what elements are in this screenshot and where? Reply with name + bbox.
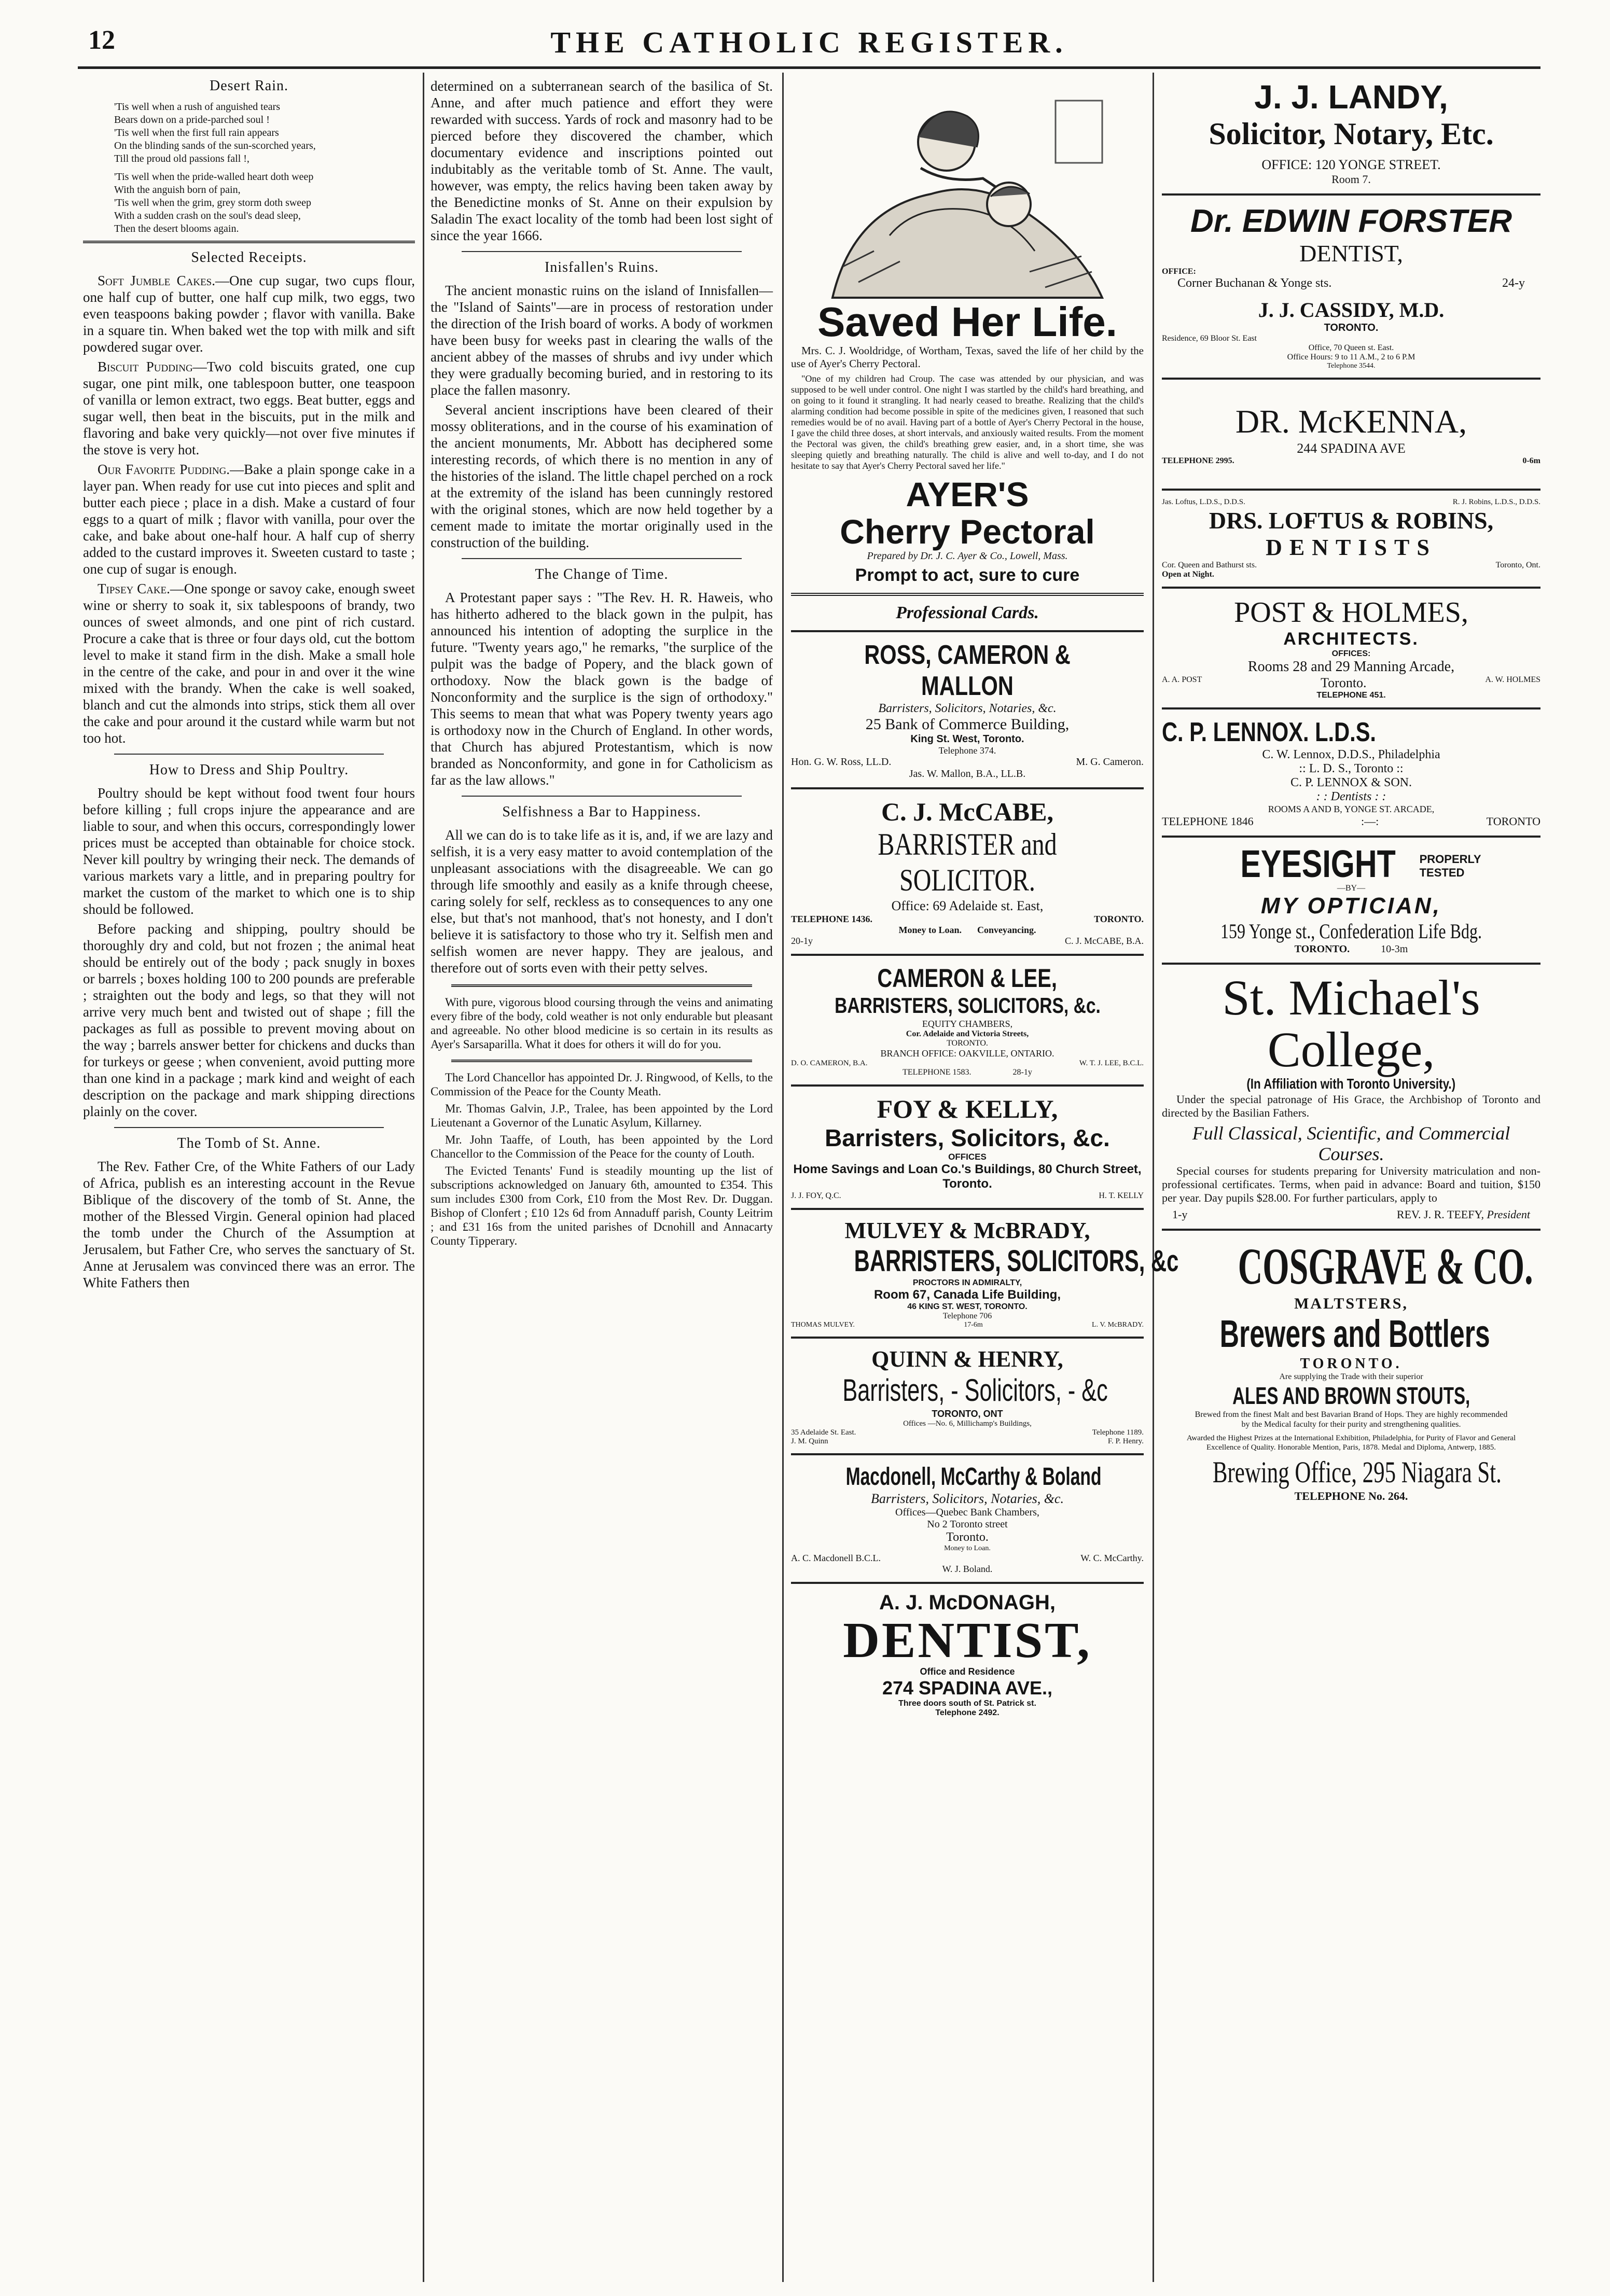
ad-cosgrave: COSGRAVE & CO. MALTSTERS, Brewers and Bottlers TORONTO. Are supplying the Trade with their superior ALES AND BROWN STOUTS, Brewed from the finest Malt and best Bavarian Brand of Hops. They are highly recommended by the Medical faculty for their purity and strengthening qualities. Awarded the Highest Prizes at the International Exhibition, Philadelphia, for Purity of Flavor and General Excellence of Quality. Honorable Mention, Paris, 1878. Medal and Diploma, Antwerp, 1885. Brewing Office, 295 Niagara St. TELEPHONE No. 264. [1186,1237,1533,1502]
ayer-testimonial: "One of my children had Croup. The case was attended by our physician, and was supposed to be well under control. One night I was startled by the child's hard breathing, and on going to it found it strangling. It had nearly ceased to breathe. Realizing that the child's alarming condition had become possible in spite of the medicines given, I reasoned that such remedies would be of no avail. Having part of a bottle of Ayer's Cherry Pectoral in the house, I gave the child three doses, at short intervals, and anxiously waited results. From the moment the Pectoral was given, the child's breathing grew easier, and, in a short time, she was sleeping quietly and breathing naturally. The child is alive and well to-day, and I do not hesitate to say that Ayer's Cherry Pectoral saved her life." [791,373,1144,471]
ad-macdonell: Macdonell, McCarthy & Boland Barristers, Solicitors, Notaries, &c. Offices—Quebec Bank Chambers, No 2 Toronto street Toronto. Money to Loan. A. C. Macdonell B.C.L. W. C. McCarthy. W. J. Boland. [791,1463,1144,1574]
article-paragraph: A Protestant paper says : "The Rev. H. R. Haweis, who has hitherto adhered to the black gown in the pulpit, has announced his intention of adopting the surplice in the future. "Twenty years ago," he remarks, "the surplice of the pulpit was the badge of Popery, and the black gown of orthodoxy. Now the black gown is the badge of Nonconformity and the surplice is the sign of orthodoxy." This seems to mean that what was Popery twenty years ago is orthodoxy now in the Church of England. In other words, that Church has abjured Protestantism, which is now branded as Nonconformity, and gone in for Catholicism as far as the law allows." [431,590,773,788]
section-rule [451,1060,752,1062]
article-paragraph: Poultry should be kept without food twent four hours before killing ; full crops injure the appearance and are liable to sour, and when this occurs, correspondingly lower prices must be accepted than obtainable for choice stock. Never kill poultry by wringing their neck. The demands of various markets vary a little, and in preparing poultry for market the custom of the market to which one is to ship should be followed. [83,785,415,917]
column-divider [1153,73,1154,2282]
ad-rule [791,593,1144,596]
ad-loftus-robins: Jas. Loftus, L.D.S., D.D.S. R. J. Robins, L.D.S., D.D.S. DRS. LOFTUS & ROBINS, DENTISTS Cor. Queen and Bathurst sts. Toronto, Ont. Open at Night. [1162,498,1540,579]
ad-rule [791,1453,1144,1455]
ayer-brand: AYER'S [906,475,1029,513]
section-rule [114,754,384,755]
ayer-tagline: Prompt to act, sure to cure [855,565,1080,585]
ad-foy-kelly: FOY & KELLY, Barristers, Solicitors, &c. OFFICES Home Savings and Loan Co.'s Buildings, 80 Church Street, Toronto. J. J. FOY, Q.C. H. T. KELLY [791,1094,1144,1200]
ad-rule [791,1208,1144,1210]
ad-mcdonagh: A. J. McDONAGH, DENTIST, Office and Residence 274 SPADINA AVE., Three doors south of St. Patrick st. Telephone 2492. [843,1591,1092,1717]
ad-rule [1162,378,1540,380]
article-paragraph: determined on a subterranean search of the basilica of St. Anne, and after much patience and effort they were rewarded with success. Yards of rock and masonry had to be pierced before they discovered the chamber, which documentary evidence and inscriptions pointed out indubitably as the veritable tomb of St. Anne. The vault, however, was empty, the relics having been taken away by the Benedictine monks of St. Anne on their expulsion by Saladin The exact locality of the tomb had been lost sight of since the year 1666. [431,78,773,243]
section-rule [462,251,742,252]
ad-landy: J. J. LANDY, Solicitor, Notary, Etc. OFFICE: 120 YONGE STREET. Room 7. [1209,78,1494,186]
section-title: Inisfallen's Ruins. [544,259,659,275]
ad-rule [1162,489,1540,491]
ad-rule [791,1084,1144,1087]
ad-lennox: C. P. LENNOX. L.D.S. C. W. Lennox, D.D.S., Philadelphia :: L. D. S., Toronto :: C. P. LENNOX & SON. : : Dentists : : ROOMS A AND B, YONGE ST. ARCADE, TELEPHONE 1846 :—: TORONTO [1162,717,1540,828]
poem-title: Desert Rain. [210,78,288,94]
news-item: Mr. Thomas Galvin, J.P., Tralee, has been appointed by the Lord Lieutenant a Governor of the Lunatic Asylum, Killarney. [431,1102,773,1129]
ayer-text: Mrs. C. J. Wooldridge, of Wortham, Texas, saved the life of her child by the use of Ayer's Cherry Pectoral. [791,344,1144,370]
ad-mckenna: DR. McKENNA, 244 SPADINA AVE TELEPHONE 2995. 0-6m [1162,403,1540,465]
section-title: How to Dress and Ship Poultry. [149,762,349,778]
ad-rule [1162,963,1540,965]
mother-and-child-illustration [812,80,1123,298]
poem-line: Then the desert blooms again. [114,223,239,234]
column-3 [791,78,1179,2277]
page-number: 12 [88,25,115,55]
recipe: Tipsey Cake.—One sponge or savoy cake, enough sweet wine or sherry to soak it, six tablespoons of brandy, two ounces of sweet almonds, and one pint of rich custard. Procure a cake that is three or four days old, cut the bottom level to make it stand firm in the dish. Make a small hole in the centre of the cake, and pour in and over it the wine mixed with the brandy. When the cake is well soaked, blanch and cut the almonds into strips, stick them all over the cake and pour around it the custard while warm but not too hot. [83,581,415,746]
ad-st-michaels-college: St. Michael's College, (In Affiliation with Toronto University.) Under the special patronage of His Grace, the Archbishop of Toronto and directed by the Basilian Fathers. Full Classical, Scientific, and Commercial Courses. Special courses for students preparing for University matriculation and non-professional certificates. Terms, when paid in advance: Board and tuition, $150 per year. Day pupils $28.00. For further particulars, apply to 1-y REV. J. R. TEEFY, President [1162,970,1540,1221]
ad-rule [1162,707,1540,709]
news-item: Mr. John Taaffe, of Louth, has been appointed by the Lord Chancellor to the Commission of the Peace for the county of Louth. [431,1133,773,1160]
column-divider [782,73,784,2282]
section-rule [451,984,752,987]
column-1 [83,78,415,2277]
section-title: The Change of Time. [535,566,669,582]
ad-rule [1162,193,1540,196]
ad-rule [791,630,1144,632]
column-2 [431,78,773,2277]
section-rule [114,1127,384,1128]
ad-rule [791,1582,1144,1584]
ad-mccabe: C. J. McCABE, BARRISTER and SOLICITOR. Office: 69 Adelaide st. East, TELEPHONE 1436. TORONTO. Money to Loan. Conveyancing. 20-1y C. J. McCABE, B.A. [791,797,1144,946]
ayer-headline: Saved Her Life. [817,299,1117,345]
ad-forster: Dr. EDWIN FORSTER DENTIST, OFFICE: Corner Buchanan & Yonge sts. 24-y [1162,203,1525,290]
ad-rule [1162,836,1540,838]
ad-quinn-henry: QUINN & HENRY, Barristers, - Solicitors, - &c TORONTO, ONT Offices —No. 6, Millichamp's Buildings, 35 Adelaide St. East. Telephone 1189. J. M. Quinn F. P. Henry. [791,1346,1144,1445]
poem-line: Till the proud old passions fall !, [114,153,249,164]
poem [83,101,415,235]
ayer-prepared: Prepared by Dr. J. C. Ayer & Co., Lowell, Mass. [867,550,1068,562]
ayer-product: Cherry Pectoral [840,512,1095,551]
ad-rule [791,787,1144,789]
ad-optician: EYESIGHT PROPERLY TESTED —BY— MY OPTICIAN, 159 Yonge st., Confederation Life Bdg. TORONTO. 10-3m [1220,842,1482,955]
article-paragraph: Several ancient inscriptions have been cleared of their mossy obliterations, and in the course of his examination of the ancient monuments, Mr. Abbott has deciphered some interesting records, of which there is no mention in any of the histories of the island. The little chapel perched on a rock at the extremity of the island has been cunningly restored with the original stones, which are now held together by a cement made to imitate the mortar originally used in the construction of the building. [431,402,773,550]
poem-line: 'Tis well when the grim, grey storm doth sweep [114,197,312,208]
poem-line: With the anguish born of pain, [114,184,241,196]
section-rule [462,558,742,559]
ad-cassidy: J. J. CASSIDY, M.D. TORONTO. Residence, 69 Bloor St. East Office, 70 Queen st. East. Office Hours: 9 to 11 A.M., 2 to 6 P.M Telephone 3544. [1162,298,1445,370]
recipe: Our Favorite Pudding.—Bake a plain sponge cake in a layer pan. When ready for use cut into pieces and split and butter each piece ; place in a dish. Make a custard of four eggs to a quart of milk ; flavor with vanilla, pour over the cake, and bake about one-half hour. A half cup of sherry added to the custard improves it. Sweeten custard to taste ; one cup of sugar is enough. [83,462,415,577]
ad-mulvey-mcbrady: MULVEY & McBRADY, BARRISTERS, SOLICITORS, &c PROCTORS IN ADMIRALTY, Room 67, Canada Life Building, 46 KING ST. WEST, TORONTO. Telephone 706 THOMAS MULVEY. 17-6m L. V. McBRADY. [791,1218,1179,1329]
ad-rule [1162,587,1540,589]
ad-post-holmes: POST & HOLMES, ARCHITECTS. OFFICES: Rooms 28 and 29 Manning Arcade, A. A. POST Toronto. A. W. HOLMES TELEPHONE 451. [1162,596,1540,700]
article-paragraph: All we can do is to take life as it is, and, if we are lazy and selfish, it is a very easy matter to avoid contemplation of the unpleasant associations with the disagreeable. We can go through life smoothly and easily as a knife through cheese, caring solely for self, reckless as to consequences to any one else, but that's not manhood, that's not honesty, and I don't believe it is satisfactory to those who try it. Selfish men and selfish women are never happy. They are jealous, and therefore out of sorts even with their petty selves. [431,827,773,976]
column-4 [1162,78,1540,2277]
news-item: The Lord Chancellor has appointed Dr. J. Ringwood, of Kells, to the Commission of the Peace for the County Meath. [431,1071,773,1098]
page-title: THE CATHOLIC REGISTER. [550,25,1068,59]
ad-rule [1162,1229,1540,1231]
column-divider [423,73,424,2282]
ad-rule [791,1337,1144,1339]
ad-cameron-lee: CAMERON & LEE, BARRISTERS, SOLICITORS, &c. EQUITY CHAMBERS, Cor. Adelaide and Victoria Streets, TORONTO. BRANCH OFFICE: OAKVILLE, ONTARIO. D. O. CAMERON, B.A. W. T. J. LEE, B.C.L. TELEPHONE 1583. 28-1y [791,964,1144,1077]
ad-ross-cameron-mallon: ROSS, CAMERON & MALLON Barristers, Solicitors, Notaries, &c. 25 Bank of Commerce Building, King St. West, Toronto. Telephone 374. Hon. G. W. Ross, LL.D. M. G. Cameron. Jas. W. Mallon, B.A., LL.B. [791,640,1144,780]
section-title: Selfishness a Bar to Happiness. [502,804,701,820]
news-item: The Evicted Tenants' Fund is steadily mounting up the list of subscriptions acknowledged on January 6th, amounted to £354. This sum includes £300 from Cork, £10 from the Most Rev. Dr. Duggan. Bishop of Clonfert ; £10 12s 6d from Annaduff parish, County Leitrim ; and £31 16s from the united parishes of Dcnohill and Annacarty County Tipperary. [431,1164,773,1247]
article-paragraph: The ancient monastic ruins on the island of Innisfallen—the "Island of Saints"—are in process of restoration under the direction of the Irish board of works. A body of workmen have been busy for weeks past in clearing the walls of the ancient abbey of the masses of shrubs and ivy under which they were gradually becoming buried, and in restoring to its place the fallen masonry. [431,283,773,398]
poem-line: 'Tis well when the first full rain appears [114,127,279,138]
section-rule [83,241,415,243]
article-paragraph: With pure, vigorous blood coursing through the veins and animating every fibre of the body, cold weather is not only endurable but pleasant and agreeable. No other blood medicine is so certain in its results as Ayer's Sarsaparilla. What it does for others it will do for you. [431,996,773,1051]
article-paragraph: The Rev. Father Cre, of the White Fathers of our Lady of Africa, publish es an interesting account in the Revue Biblique of the discovery of the tomb of St. Anne, the mother of the Blessed Virgin. General opinion had placed the tomb under the Church of the Assumption at Jerusalem, but Father Cre, who serves the sanctuary of St. Anne at Jerusalem was convinced there was an error. The White Fathers then [83,1159,415,1290]
poem-line: 'Tis well when the pride-walled heart doth weep [114,171,314,183]
poem-line: 'Tis well when a rush of anguished tears [114,101,281,113]
ad-rule [791,954,1144,956]
poem-line: On the blinding sands of the sun-scorched years, [114,140,316,151]
recipe: Biscuit Pudding—Two cold biscuits grated, one cup sugar, one pint milk, one tablespoon butter, one teaspoon of vanilla or lemon extract, two eggs. Beat butter, eggs and sugar well, then beat in the biscuits, put in the milk and flavoring and bake very quickly—not over five minutes if the stove is very hot. [83,359,415,457]
poem-line: With a sudden crash on the soul's dead sleep, [114,210,301,221]
article-paragraph: Before packing and shipping, poultry should be thoroughly dry and cold, but not frozen ; the animal heat should be entirely out of the body ; pack snugly in boxes or barrels ; boxes holding 100 to 200 pounds are preferable ; straighten out the body and legs, so that they will not arrive very much bent and twisted out of shape ; fill the packages as full as possible to prevent moving about on the way ; barrels answer better for chickens and ducks than for turkeys or geese ; when convenient, avoid putting more than one kind in a package ; mark kind and weight of each description on the package and mark shipping directions plainly on the cover. [83,921,415,1119]
section-title: Selected Receipts. [191,249,307,266]
recipe: Soft Jumble Cakes.—One cup sugar, two cups flour, one half cup of butter, one half cup milk, two eggs, two even teaspoons baking powder ; flavor with vanilla. Bake in a square tin. When baked wet the top with milk and sift powdered sugar over. [83,273,415,355]
poem-line: Bears down on a pride-parched soul ! [114,114,270,126]
page-header [78,25,1540,66]
section-title: The Tomb of St. Anne. [177,1135,321,1151]
professional-cards-title: Professional Cards. [896,603,1039,622]
header-rule [78,66,1540,69]
section-rule [462,796,742,797]
